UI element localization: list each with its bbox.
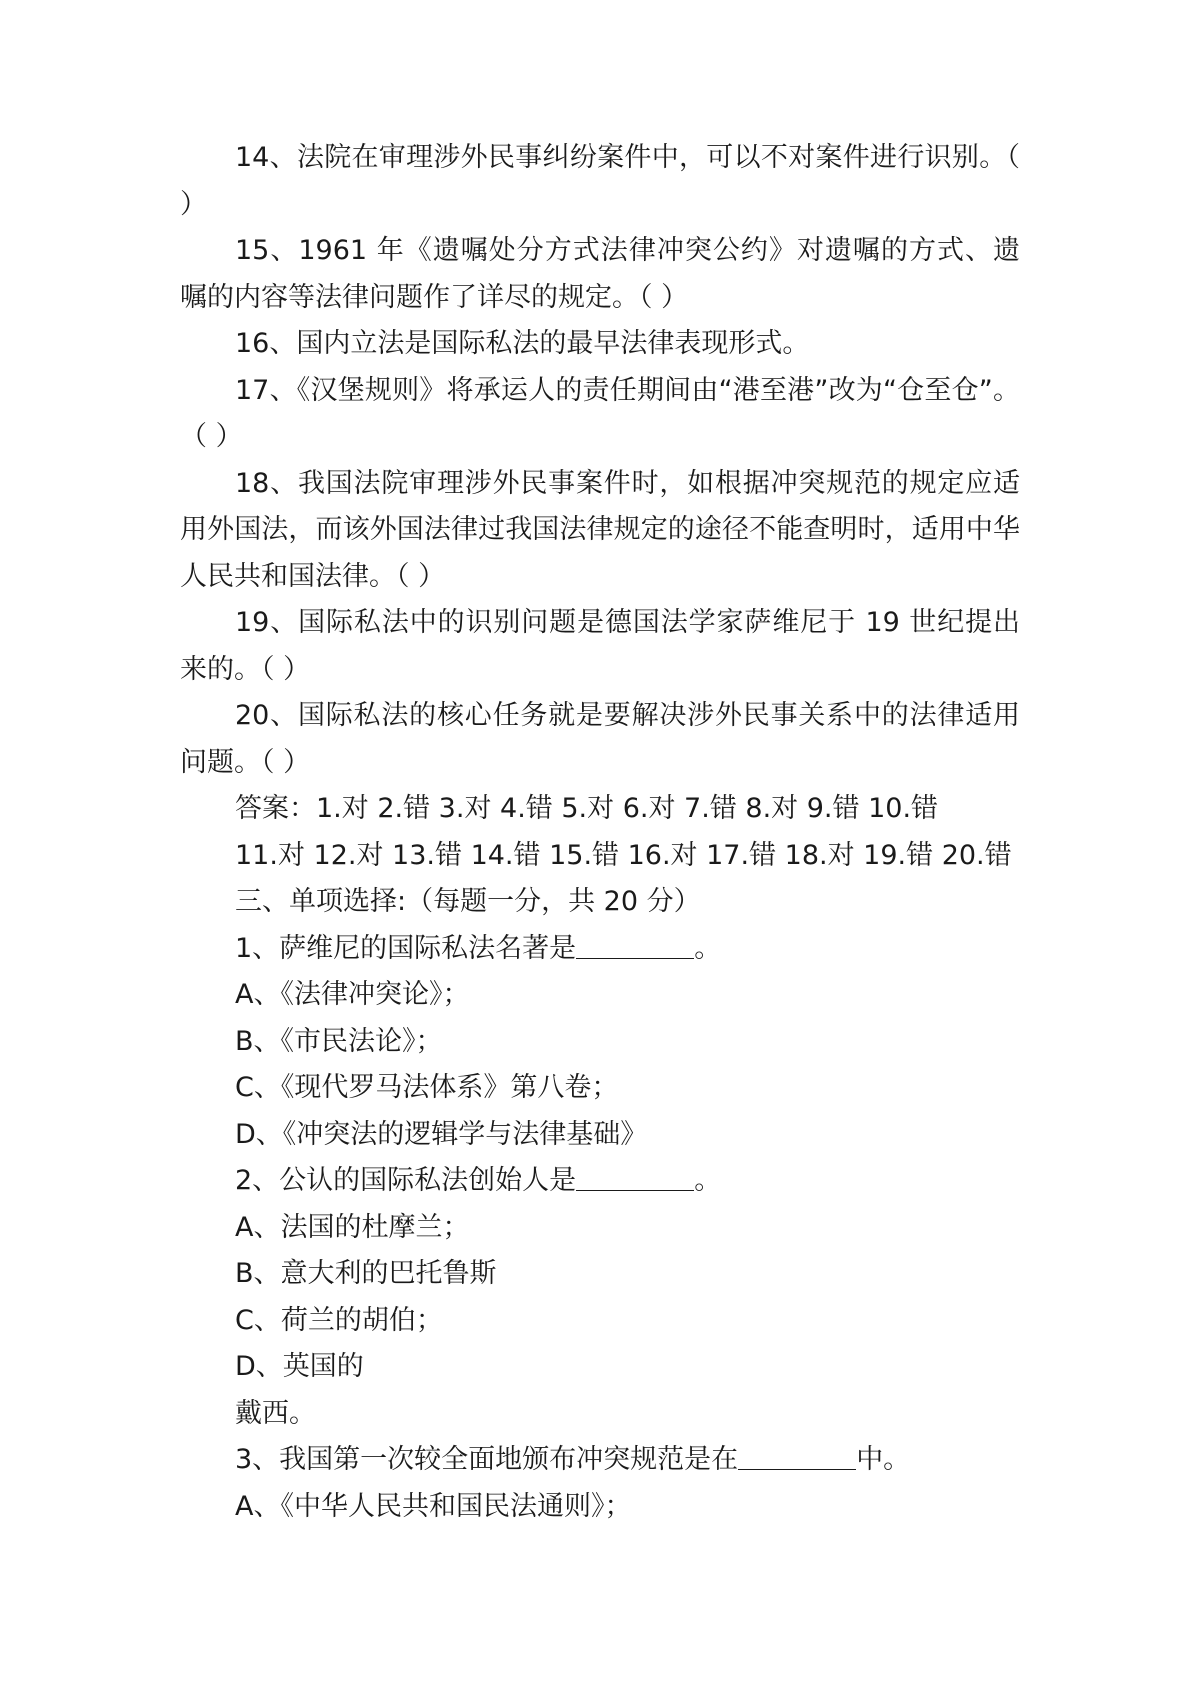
mc-option: D、英国的 xyxy=(235,1351,364,1382)
question-20: 20、国际私法的核心任务就是要解决涉外民事关系中的法律适用问题。（ ） xyxy=(180,700,1020,778)
question-18: 18、我国法院审理涉外民事案件时，如根据冲突规范的规定应适用外国法，而该外国法律过我国法律规定的途径不能查明时，适用中华人民共和国法律。（ ） xyxy=(180,467,1020,592)
mc-question-1-stem: 1、萨维尼的国际私法名著是 xyxy=(235,932,577,964)
mc-option: A、法国的杜摩兰； xyxy=(235,1211,470,1243)
question-17: 17、《汉堡规则》将承运人的责任期间由“港至港”改为“仓至仓”。（ ） xyxy=(180,374,1020,452)
mc-question-1-end: 。 xyxy=(694,932,722,964)
mc-option: A、《法律冲突论》； xyxy=(235,979,470,1010)
mc-option: 戴西。 xyxy=(235,1397,316,1429)
mc-question-2 xyxy=(180,1158,1020,1205)
mc-question-3-end: 中。 xyxy=(856,1444,911,1475)
mc-option: D、《冲突法的逻辑学与法律基础》 xyxy=(235,1118,648,1150)
answer-key-line-1: 答案：1.对 2.错 3.对 4.错 5.对 6.对 7.错 8.对 9.错 10.错 xyxy=(235,793,939,824)
mc-option: C、荷兰的胡伯； xyxy=(235,1304,443,1336)
mc-option: A、《中华人民共和国民法通则》； xyxy=(235,1490,632,1522)
question-19: 19、国际私法中的识别问题是德国法学家萨维尼于 19 世纪提出来的。（ ） xyxy=(180,607,1020,685)
answer-key-line-2: 11.对 12.对 13.错 14.错 15.错 16.对 17.错 18.对 19.错 20.错 xyxy=(235,839,1012,871)
question-15: 15、1961 年《遗嘱处分方式法律冲突公约》对遗嘱的方式、遗嘱的内容等法律问题作了详尽的规定。（ ） xyxy=(180,235,1020,313)
mc-question-2-stem: 2、公认的国际私法创始人是 xyxy=(235,1165,577,1196)
question-16: 16、国内立法是国际私法的最早法律表现形式。 xyxy=(235,328,810,359)
question-14: 14、法院在审理涉外民事纠纷案件中，可以不对案件进行识别。（ ） xyxy=(180,142,1020,220)
mc-question-1 xyxy=(180,926,1020,973)
answer-blank xyxy=(576,928,694,959)
mc-question-2-end: 。 xyxy=(694,1165,722,1196)
mc-option: B、意大利的巴托鲁斯 xyxy=(235,1258,497,1289)
answer-blank xyxy=(576,1160,694,1191)
mc-question-3 xyxy=(180,1437,1020,1484)
section-heading: 三、单项选择:（每题一分，共 20 分） xyxy=(235,886,701,917)
mc-option: B、《市民法论》； xyxy=(235,1025,443,1057)
answer-blank xyxy=(738,1439,856,1470)
mc-question-3-stem: 3、我国第一次较全面地颁布冲突规范是在 xyxy=(235,1444,739,1475)
document-body xyxy=(180,135,1020,1530)
mc-option: C、《现代罗马法体系》第八卷； xyxy=(235,1072,619,1103)
